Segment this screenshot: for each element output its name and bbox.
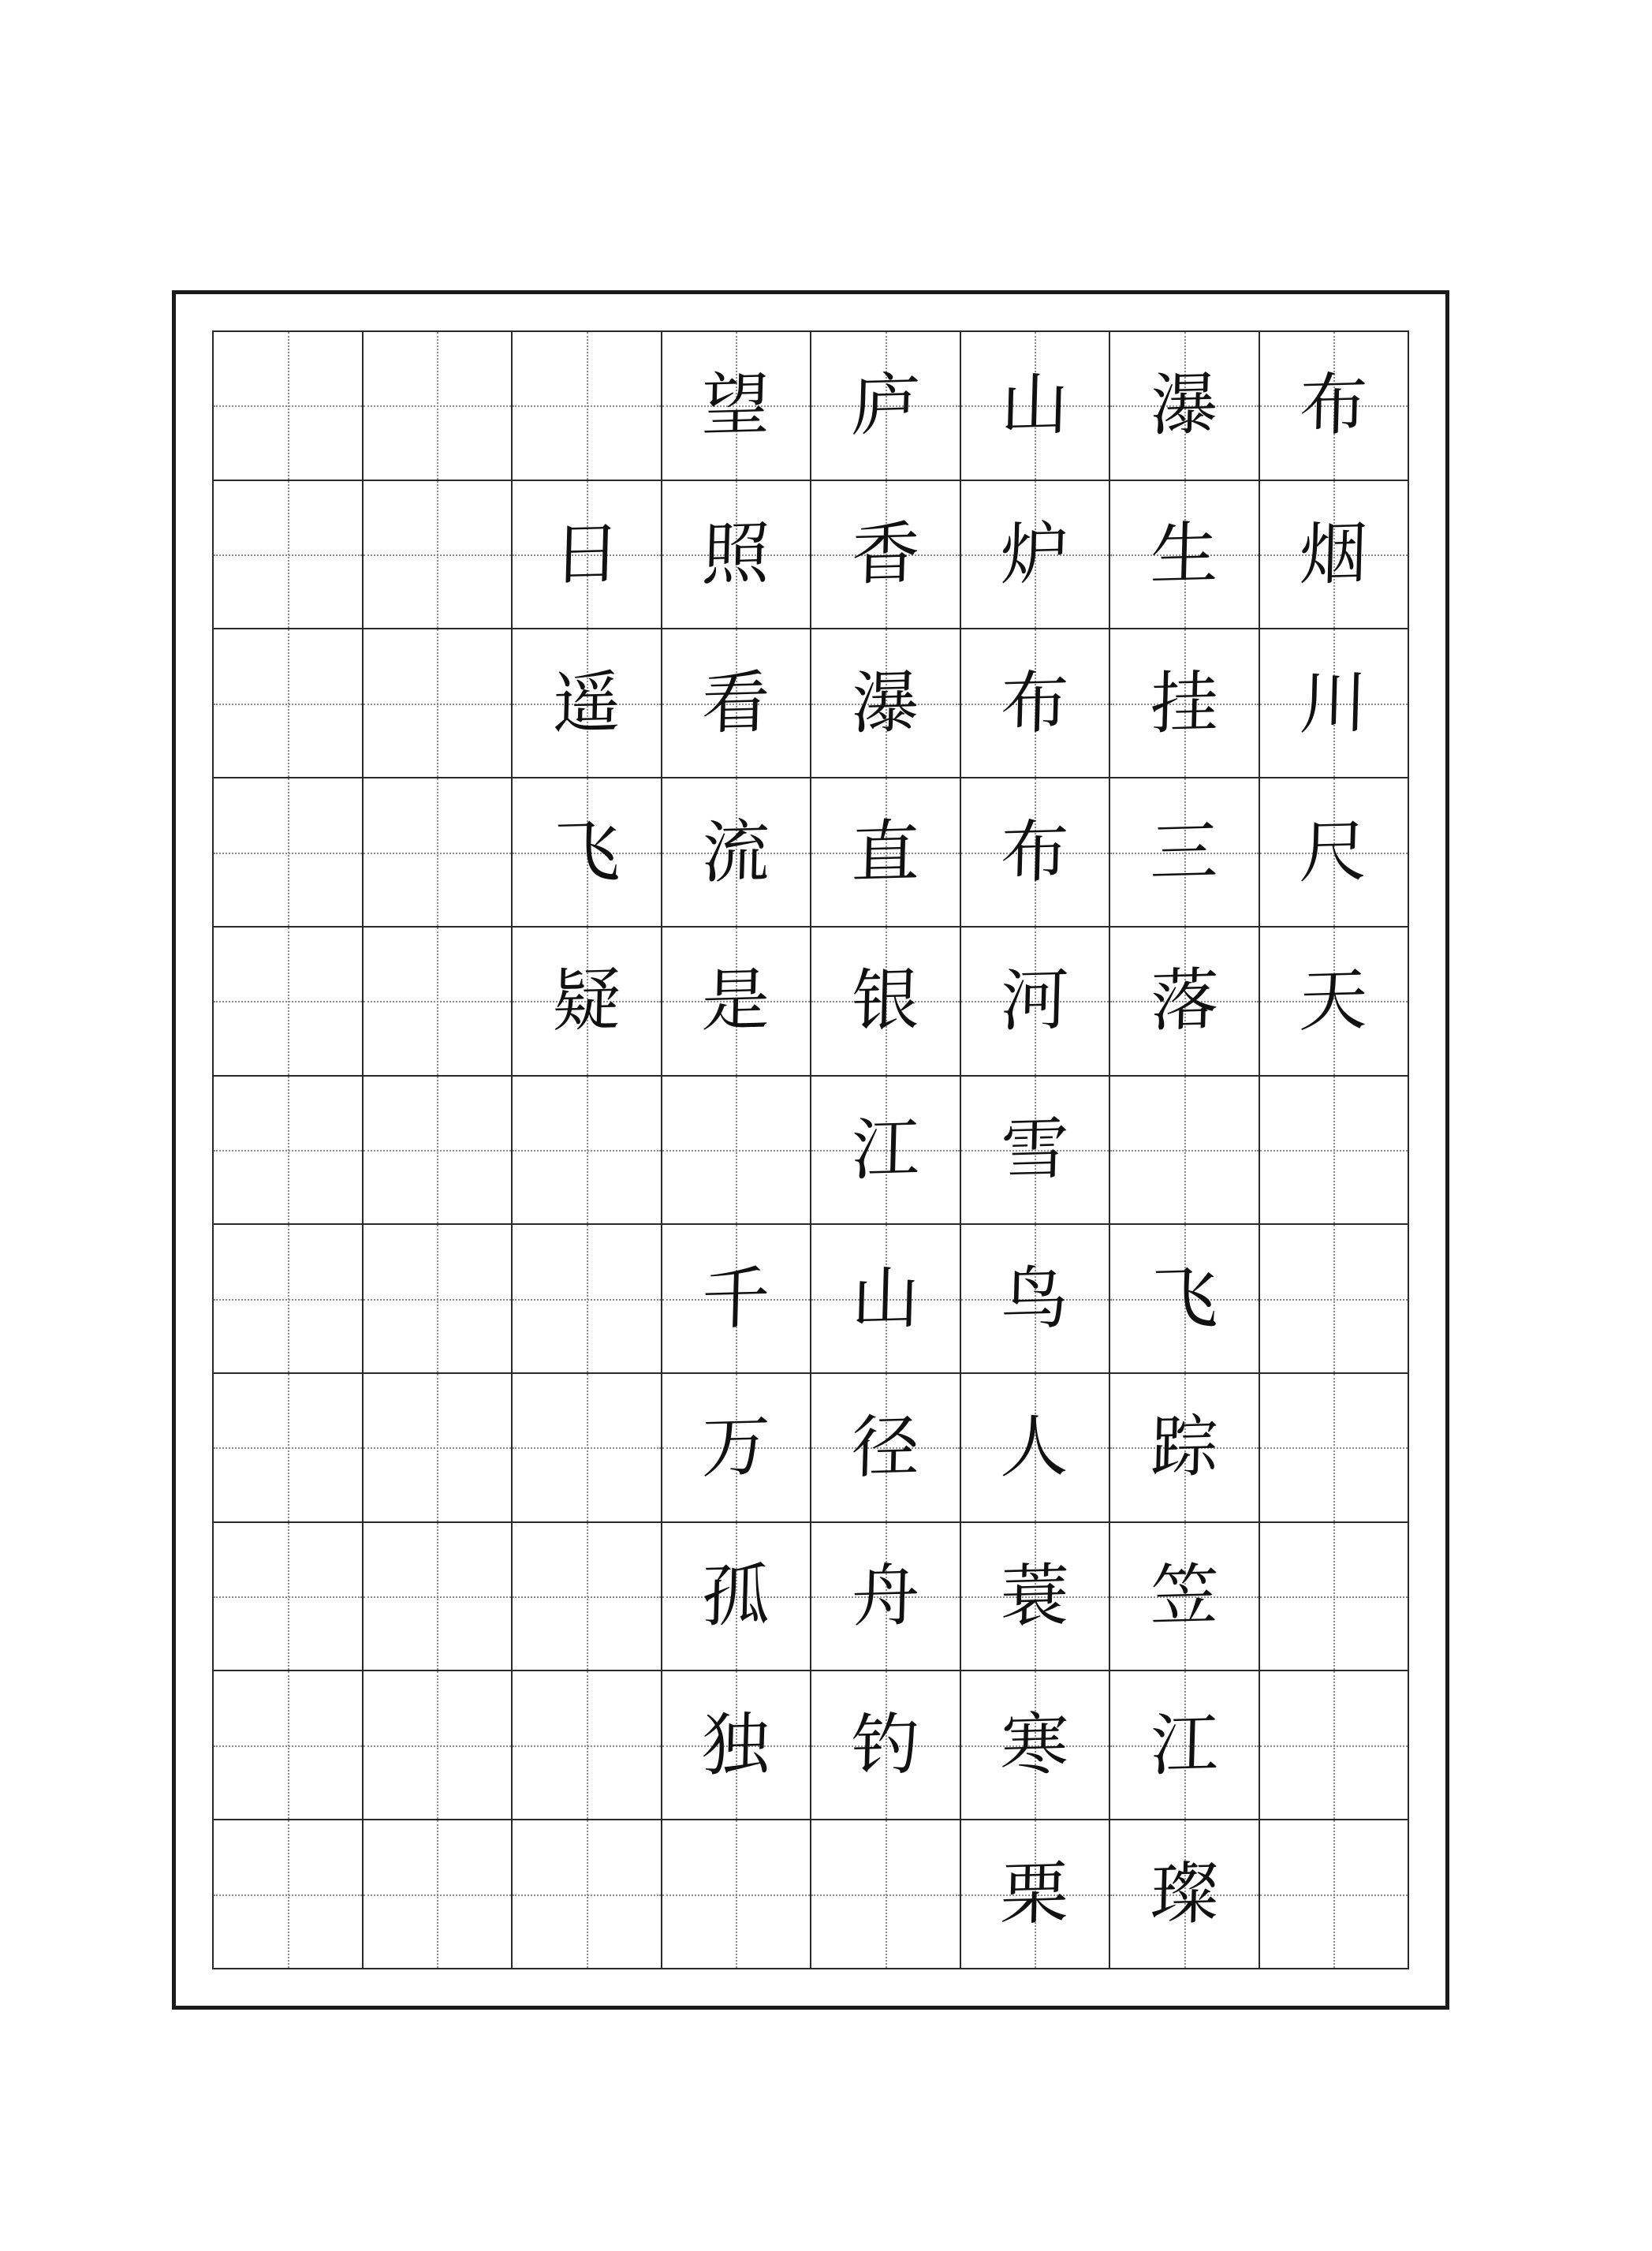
grid-cell[interactable] bbox=[1109, 927, 1259, 1076]
grid-cell[interactable] bbox=[662, 1522, 811, 1671]
character: 炉 bbox=[999, 513, 1070, 595]
grid-cell[interactable] bbox=[1109, 629, 1259, 778]
character: 香 bbox=[850, 513, 921, 595]
character: 山 bbox=[999, 365, 1070, 446]
grid-cell[interactable] bbox=[1259, 778, 1409, 927]
cell-guides bbox=[1110, 1077, 1259, 1224]
guide-vertical bbox=[587, 1523, 588, 1671]
character: 璨 bbox=[1149, 1853, 1220, 1935]
character: 流 bbox=[700, 812, 771, 893]
character: 落 bbox=[1149, 961, 1220, 1042]
grid-table bbox=[212, 330, 1409, 1969]
table-row bbox=[213, 927, 1408, 1076]
grid-cell[interactable] bbox=[512, 1820, 662, 1969]
guide-vertical bbox=[437, 1671, 438, 1819]
guide-vertical bbox=[288, 1523, 289, 1671]
grid-cell[interactable] bbox=[662, 629, 811, 778]
grid-cell[interactable] bbox=[213, 778, 363, 927]
character: 烟 bbox=[1298, 513, 1369, 595]
character: 布 bbox=[999, 663, 1070, 744]
guide-vertical bbox=[437, 1225, 438, 1372]
grid-cell[interactable] bbox=[213, 1671, 363, 1820]
character: 飞 bbox=[551, 812, 622, 893]
grid-cell[interactable] bbox=[1259, 1373, 1409, 1522]
cell-guides bbox=[364, 1374, 512, 1521]
character: 孤 bbox=[700, 1556, 771, 1637]
grid-cell[interactable] bbox=[1259, 1076, 1409, 1225]
grid-cell[interactable] bbox=[1259, 331, 1409, 480]
grid-cell[interactable] bbox=[213, 629, 363, 778]
grid-cell[interactable] bbox=[512, 927, 662, 1076]
character: 瀑 bbox=[850, 663, 921, 744]
cell-guides bbox=[513, 332, 661, 480]
character: 寒 bbox=[999, 1704, 1070, 1786]
grid-cell[interactable] bbox=[213, 1522, 363, 1671]
grid-cell[interactable] bbox=[363, 331, 513, 480]
cell-guides bbox=[364, 1671, 512, 1819]
table-row bbox=[213, 480, 1408, 629]
grid-cell[interactable] bbox=[363, 1224, 513, 1373]
cell-guides bbox=[364, 332, 512, 480]
grid-cell[interactable] bbox=[213, 480, 363, 629]
grid-cell[interactable] bbox=[213, 1076, 363, 1225]
grid-cell[interactable] bbox=[662, 778, 811, 927]
table-row bbox=[213, 778, 1408, 927]
character: 笠 bbox=[1149, 1556, 1220, 1637]
guide-vertical bbox=[587, 1671, 588, 1819]
cell-guides bbox=[513, 1671, 661, 1819]
table-row bbox=[213, 1671, 1408, 1820]
cell-guides bbox=[214, 1820, 362, 1968]
cell-guides bbox=[214, 629, 362, 777]
cell-guides bbox=[214, 1077, 362, 1224]
grid-cell[interactable] bbox=[363, 629, 513, 778]
guide-vertical bbox=[437, 1820, 438, 1968]
character: 径 bbox=[850, 1407, 921, 1488]
grid-cell[interactable] bbox=[811, 1671, 960, 1820]
cell-guides bbox=[513, 1523, 661, 1671]
grid-cell[interactable] bbox=[363, 1522, 513, 1671]
cell-guides bbox=[1260, 1077, 1408, 1224]
guide-vertical bbox=[1333, 1077, 1335, 1224]
character: 挂 bbox=[1149, 663, 1220, 744]
table-row bbox=[213, 1373, 1408, 1522]
character: 看 bbox=[700, 663, 771, 744]
cell-guides bbox=[1260, 1225, 1408, 1372]
character: 疑 bbox=[551, 961, 622, 1042]
character: 尺 bbox=[1298, 812, 1369, 893]
character: 直 bbox=[850, 812, 921, 893]
grid-cell[interactable] bbox=[1109, 1522, 1259, 1671]
character: 万 bbox=[700, 1407, 771, 1488]
grid-cell[interactable] bbox=[512, 1522, 662, 1671]
grid-cell[interactable] bbox=[213, 1820, 363, 1969]
guide-vertical bbox=[437, 1523, 438, 1671]
guide-vertical bbox=[288, 1820, 289, 1968]
grid-cell[interactable] bbox=[512, 629, 662, 778]
table-row bbox=[213, 1224, 1408, 1373]
table-row bbox=[213, 331, 1408, 480]
cell-guides bbox=[364, 1225, 512, 1372]
character: 鸟 bbox=[999, 1258, 1070, 1339]
guide-vertical bbox=[288, 928, 289, 1075]
character: 江 bbox=[1149, 1704, 1220, 1786]
cell-guides bbox=[1260, 1671, 1408, 1819]
cell-guides bbox=[811, 1820, 960, 1968]
grid-cell[interactable] bbox=[960, 1671, 1110, 1820]
grid-cell[interactable] bbox=[662, 331, 811, 480]
cell-guides bbox=[1260, 1374, 1408, 1521]
cell-guides bbox=[364, 1820, 512, 1968]
guide-vertical bbox=[437, 778, 438, 926]
character: 是 bbox=[700, 961, 771, 1042]
guide-vertical bbox=[288, 629, 289, 777]
grid-cell[interactable] bbox=[512, 480, 662, 629]
grid-cell[interactable] bbox=[1259, 927, 1409, 1076]
grid-cell[interactable] bbox=[811, 927, 960, 1076]
character-grid bbox=[212, 330, 1409, 1969]
character: 山 bbox=[850, 1258, 921, 1339]
grid-cell[interactable] bbox=[363, 778, 513, 927]
grid-cell[interactable] bbox=[1259, 1522, 1409, 1671]
grid-cell[interactable] bbox=[1109, 1820, 1259, 1969]
grid-cell[interactable] bbox=[811, 1076, 960, 1225]
grid-cell[interactable] bbox=[662, 480, 811, 629]
grid-cell[interactable] bbox=[662, 1076, 811, 1225]
guide-vertical bbox=[736, 1820, 737, 1968]
character: 照 bbox=[700, 513, 771, 595]
cell-guides bbox=[1260, 1523, 1408, 1671]
grid-cell[interactable] bbox=[1109, 1373, 1259, 1522]
guide-vertical bbox=[437, 481, 438, 629]
cell-guides bbox=[364, 1077, 512, 1224]
grid-cell[interactable] bbox=[1259, 480, 1409, 629]
practice-sheet bbox=[172, 290, 1449, 2010]
cell-guides bbox=[662, 1077, 811, 1224]
cell-guides bbox=[364, 778, 512, 926]
character: 布 bbox=[999, 812, 1070, 893]
guide-vertical bbox=[1184, 1077, 1186, 1224]
character: 河 bbox=[999, 961, 1070, 1042]
character: 遥 bbox=[551, 663, 622, 744]
table-row bbox=[213, 629, 1408, 778]
grid-cell[interactable] bbox=[811, 629, 960, 778]
grid-cell[interactable] bbox=[1259, 629, 1409, 778]
character: 庐 bbox=[850, 365, 921, 446]
character: 栗 bbox=[999, 1853, 1070, 1935]
grid-cell[interactable] bbox=[811, 1820, 960, 1969]
grid-cell[interactable] bbox=[960, 1076, 1110, 1225]
table-row bbox=[213, 1820, 1408, 1969]
guide-vertical bbox=[1333, 1374, 1335, 1521]
grid-cell[interactable] bbox=[960, 1522, 1110, 1671]
grid-cell[interactable] bbox=[363, 1373, 513, 1522]
guide-vertical bbox=[288, 481, 289, 629]
grid-cell[interactable] bbox=[363, 480, 513, 629]
grid-cell[interactable] bbox=[363, 1671, 513, 1820]
guide-vertical bbox=[437, 1374, 438, 1521]
character: 舟 bbox=[850, 1556, 921, 1637]
table-row bbox=[213, 1076, 1408, 1225]
guide-vertical bbox=[437, 1077, 438, 1224]
grid-cell[interactable] bbox=[213, 1373, 363, 1522]
grid-cell[interactable] bbox=[1109, 1076, 1259, 1225]
cell-guides bbox=[214, 1523, 362, 1671]
character: 望 bbox=[700, 365, 771, 446]
cell-guides bbox=[364, 928, 512, 1075]
character: 川 bbox=[1298, 663, 1369, 744]
grid-body bbox=[213, 331, 1408, 1969]
guide-vertical bbox=[437, 928, 438, 1075]
grid-cell[interactable] bbox=[363, 1076, 513, 1225]
guide-vertical bbox=[1333, 1225, 1335, 1372]
grid-cell[interactable] bbox=[662, 1671, 811, 1820]
guide-vertical bbox=[288, 332, 289, 480]
character: 银 bbox=[850, 961, 921, 1042]
grid-cell[interactable] bbox=[811, 480, 960, 629]
grid-cell[interactable] bbox=[1109, 331, 1259, 480]
grid-cell[interactable] bbox=[662, 1820, 811, 1969]
character: 天 bbox=[1298, 961, 1369, 1042]
grid-cell[interactable] bbox=[1259, 1671, 1409, 1820]
grid-cell[interactable] bbox=[512, 1671, 662, 1820]
guide-vertical bbox=[886, 1820, 887, 1968]
character: 独 bbox=[700, 1704, 771, 1786]
guide-vertical bbox=[587, 1820, 588, 1968]
guide-vertical bbox=[587, 1225, 588, 1372]
grid-cell[interactable] bbox=[662, 927, 811, 1076]
grid-cell[interactable] bbox=[363, 927, 513, 1076]
grid-cell[interactable] bbox=[811, 331, 960, 480]
guide-vertical bbox=[587, 332, 588, 480]
grid-cell[interactable] bbox=[960, 927, 1110, 1076]
cell-guides bbox=[214, 1225, 362, 1372]
cell-guides bbox=[513, 1225, 661, 1372]
grid-cell[interactable] bbox=[662, 1373, 811, 1522]
table-row bbox=[213, 1522, 1408, 1671]
cell-guides bbox=[513, 1820, 661, 1968]
cell-guides bbox=[214, 778, 362, 926]
cell-guides bbox=[513, 1374, 661, 1521]
guide-vertical bbox=[1333, 1820, 1335, 1968]
grid-cell[interactable] bbox=[1109, 480, 1259, 629]
character: 生 bbox=[1149, 513, 1220, 595]
cell-guides bbox=[364, 629, 512, 777]
grid-cell[interactable] bbox=[811, 1522, 960, 1671]
grid-cell[interactable] bbox=[1109, 778, 1259, 927]
guide-vertical bbox=[288, 1671, 289, 1819]
character: 江 bbox=[850, 1109, 921, 1191]
guide-vertical bbox=[288, 1225, 289, 1372]
grid-cell[interactable] bbox=[960, 1224, 1110, 1373]
guide-vertical bbox=[587, 1077, 588, 1224]
guide-vertical bbox=[587, 1374, 588, 1521]
cell-guides bbox=[214, 481, 362, 629]
character: 飞 bbox=[1149, 1258, 1220, 1339]
grid-cell[interactable] bbox=[811, 1224, 960, 1373]
grid-cell[interactable] bbox=[1259, 1820, 1409, 1969]
character: 千 bbox=[700, 1258, 771, 1339]
grid-cell[interactable] bbox=[213, 331, 363, 480]
guide-vertical bbox=[437, 629, 438, 777]
grid-cell[interactable] bbox=[1109, 1224, 1259, 1373]
cell-guides bbox=[214, 332, 362, 480]
grid-cell[interactable] bbox=[960, 1373, 1110, 1522]
guide-vertical bbox=[288, 1374, 289, 1521]
character: 雪 bbox=[999, 1109, 1070, 1191]
character: 钓 bbox=[850, 1704, 921, 1786]
grid-cell[interactable] bbox=[213, 927, 363, 1076]
cell-guides bbox=[214, 928, 362, 1075]
grid-cell[interactable] bbox=[512, 778, 662, 927]
cell-guides bbox=[662, 1820, 811, 1968]
grid-cell[interactable] bbox=[363, 1820, 513, 1969]
cell-guides bbox=[364, 481, 512, 629]
grid-cell[interactable] bbox=[512, 331, 662, 480]
grid-cell[interactable] bbox=[960, 331, 1110, 480]
character: 三 bbox=[1149, 812, 1220, 893]
guide-vertical bbox=[736, 1077, 737, 1224]
grid-cell[interactable] bbox=[811, 1373, 960, 1522]
cell-guides bbox=[513, 1077, 661, 1224]
guide-vertical bbox=[288, 1077, 289, 1224]
cell-guides bbox=[214, 1374, 362, 1521]
guide-vertical bbox=[1333, 1523, 1335, 1671]
character: 踪 bbox=[1149, 1407, 1220, 1488]
guide-vertical bbox=[1333, 1671, 1335, 1819]
grid-cell[interactable] bbox=[960, 480, 1110, 629]
grid-cell[interactable] bbox=[960, 1820, 1110, 1969]
cell-guides bbox=[214, 1671, 362, 1819]
grid-cell[interactable] bbox=[662, 1224, 811, 1373]
grid-cell[interactable] bbox=[512, 1373, 662, 1522]
grid-cell[interactable] bbox=[213, 1224, 363, 1373]
guide-vertical bbox=[288, 778, 289, 926]
character: 日 bbox=[551, 513, 622, 595]
cell-guides bbox=[1260, 1820, 1408, 1968]
grid-cell[interactable] bbox=[1109, 1671, 1259, 1820]
grid-cell[interactable] bbox=[960, 629, 1110, 778]
cell-guides bbox=[364, 1523, 512, 1671]
character: 人 bbox=[999, 1407, 1070, 1488]
character: 蓑 bbox=[999, 1556, 1070, 1637]
guide-vertical bbox=[437, 332, 438, 480]
character: 布 bbox=[1298, 365, 1369, 446]
character: 瀑 bbox=[1149, 365, 1220, 446]
grid-cell[interactable] bbox=[811, 778, 960, 927]
grid-cell[interactable] bbox=[512, 1224, 662, 1373]
grid-cell[interactable] bbox=[960, 778, 1110, 927]
grid-cell[interactable] bbox=[1259, 1224, 1409, 1373]
grid-cell[interactable] bbox=[512, 1076, 662, 1225]
